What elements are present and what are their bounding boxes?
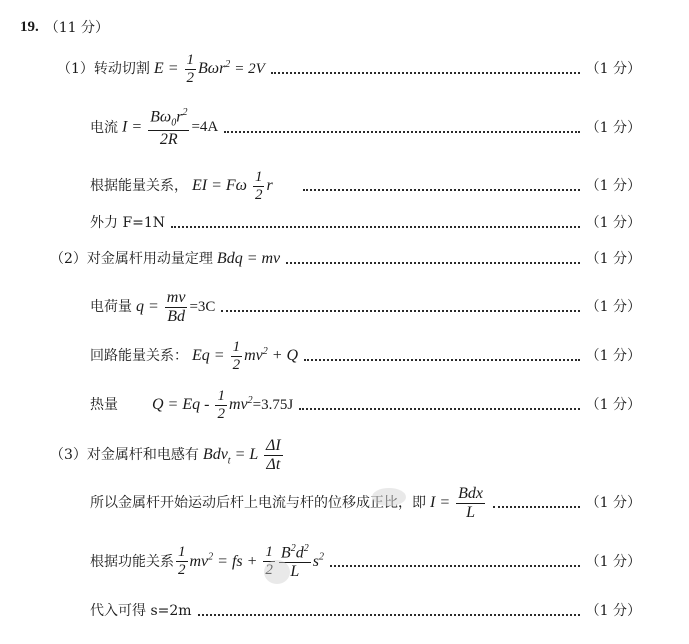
part2-line1 xyxy=(50,250,689,268)
question-points: （11 分） xyxy=(44,19,110,36)
part2-line2-result: =3C xyxy=(189,298,216,315)
part2-line4 xyxy=(90,387,689,423)
part2-line2-text: 电荷量 xyxy=(90,299,132,315)
formula-work-energy: $\frac{1}{2}$ $mv^2$ = fs + $\frac{1}{2}$ $\frac{B^2d^2}{L}$ $s^2$ xyxy=(178,542,324,581)
formula-proportional-current: I = $\frac{\text{Bdx}}{L}$ xyxy=(426,484,483,521)
dot-leader xyxy=(271,72,580,74)
score-label: （1 分） xyxy=(585,120,641,136)
formula-inductance: Bdv$_t$ = L $\frac{\Delta I}{\Delta t}$ xyxy=(198,436,281,473)
part1-line2-result: =4A xyxy=(191,119,219,136)
score-label: （1 分） xyxy=(585,251,641,267)
formula-charge: q = $\frac{mv}{Bd}$ xyxy=(132,288,186,325)
part2-line3 xyxy=(90,338,689,374)
part2-line4-text: 热量 xyxy=(90,397,118,413)
scan-smudge xyxy=(372,488,406,506)
dot-leader xyxy=(493,506,580,508)
dot-leader xyxy=(286,262,579,264)
score-label: （1 分） xyxy=(585,178,641,194)
score-label: （1 分） xyxy=(585,554,641,570)
part2-line1-text: 对金属杆用动量定理 xyxy=(86,251,213,267)
formula-heat: Q = Eq - $\frac{1}{2}$ $mv^2$ xyxy=(152,387,253,422)
dot-leader xyxy=(304,359,580,361)
dot-leader xyxy=(330,565,580,567)
dot-leader xyxy=(198,614,580,616)
score-label: （1 分） xyxy=(585,61,641,77)
part3-line1 xyxy=(50,436,689,474)
dot-leader xyxy=(221,310,579,312)
dot-leader xyxy=(303,189,580,191)
part2-label: （2） xyxy=(50,251,87,267)
part1-line1-text: 转动切割 xyxy=(93,61,150,77)
dot-leader xyxy=(171,226,580,228)
part1-label: （1） xyxy=(57,61,94,77)
score-label: （1 分） xyxy=(585,397,641,413)
dot-leader xyxy=(299,408,579,410)
formula-energy: EI = Fω $\frac{1}{2}$ r xyxy=(188,168,273,203)
part1-line4 xyxy=(90,214,689,232)
scan-smudge xyxy=(264,560,290,584)
formula-circuit-energy: Eq = $\frac{1}{2}$ $mv^2 + Q$ xyxy=(188,338,299,373)
part1-line2-text: 电流 xyxy=(90,119,118,136)
part2-line4-result: =3.75J xyxy=(252,396,294,413)
part3-line3 xyxy=(90,540,689,584)
formula-current: I = $\frac{B\omega_0r^2}{2R}$ xyxy=(118,107,188,148)
part1-line2 xyxy=(90,108,689,148)
part3-line3-text: 根据功能关系 xyxy=(90,553,174,570)
part3-line1-text: 对金属杆和电感有 xyxy=(86,447,199,463)
part1-line3-text: 根据能量关系， xyxy=(90,178,188,194)
part3-label: （3） xyxy=(50,447,87,463)
dot-leader xyxy=(224,131,579,133)
score-label: （1 分） xyxy=(585,299,641,315)
question-header xyxy=(20,20,689,35)
formula-emf: E = $\frac{1}{2}$ Bωr$^2$ = 2V xyxy=(149,51,265,86)
score-label: （1 分） xyxy=(585,215,641,231)
score-label: （1 分） xyxy=(585,495,641,511)
score-label: （1 分） xyxy=(585,603,641,619)
part1-line1 xyxy=(57,52,689,86)
part3-line2-text: 所以金属杆开始运动后杆上电流与杆的位移成正比，即 xyxy=(90,495,426,511)
part2-line3-text: 回路能量关系： xyxy=(90,348,188,364)
score-label: （1 分） xyxy=(585,348,641,364)
part1-line3 xyxy=(90,168,689,204)
formula-momentum: Bdq = mv xyxy=(212,250,281,267)
part2-line2 xyxy=(90,288,689,326)
question-number: 19. xyxy=(20,19,39,35)
part3-line4 xyxy=(90,602,689,620)
part1-line4-text: 外力 F=1N xyxy=(90,215,166,231)
part3-line4-text: 代入可得 s=2m xyxy=(90,603,192,619)
